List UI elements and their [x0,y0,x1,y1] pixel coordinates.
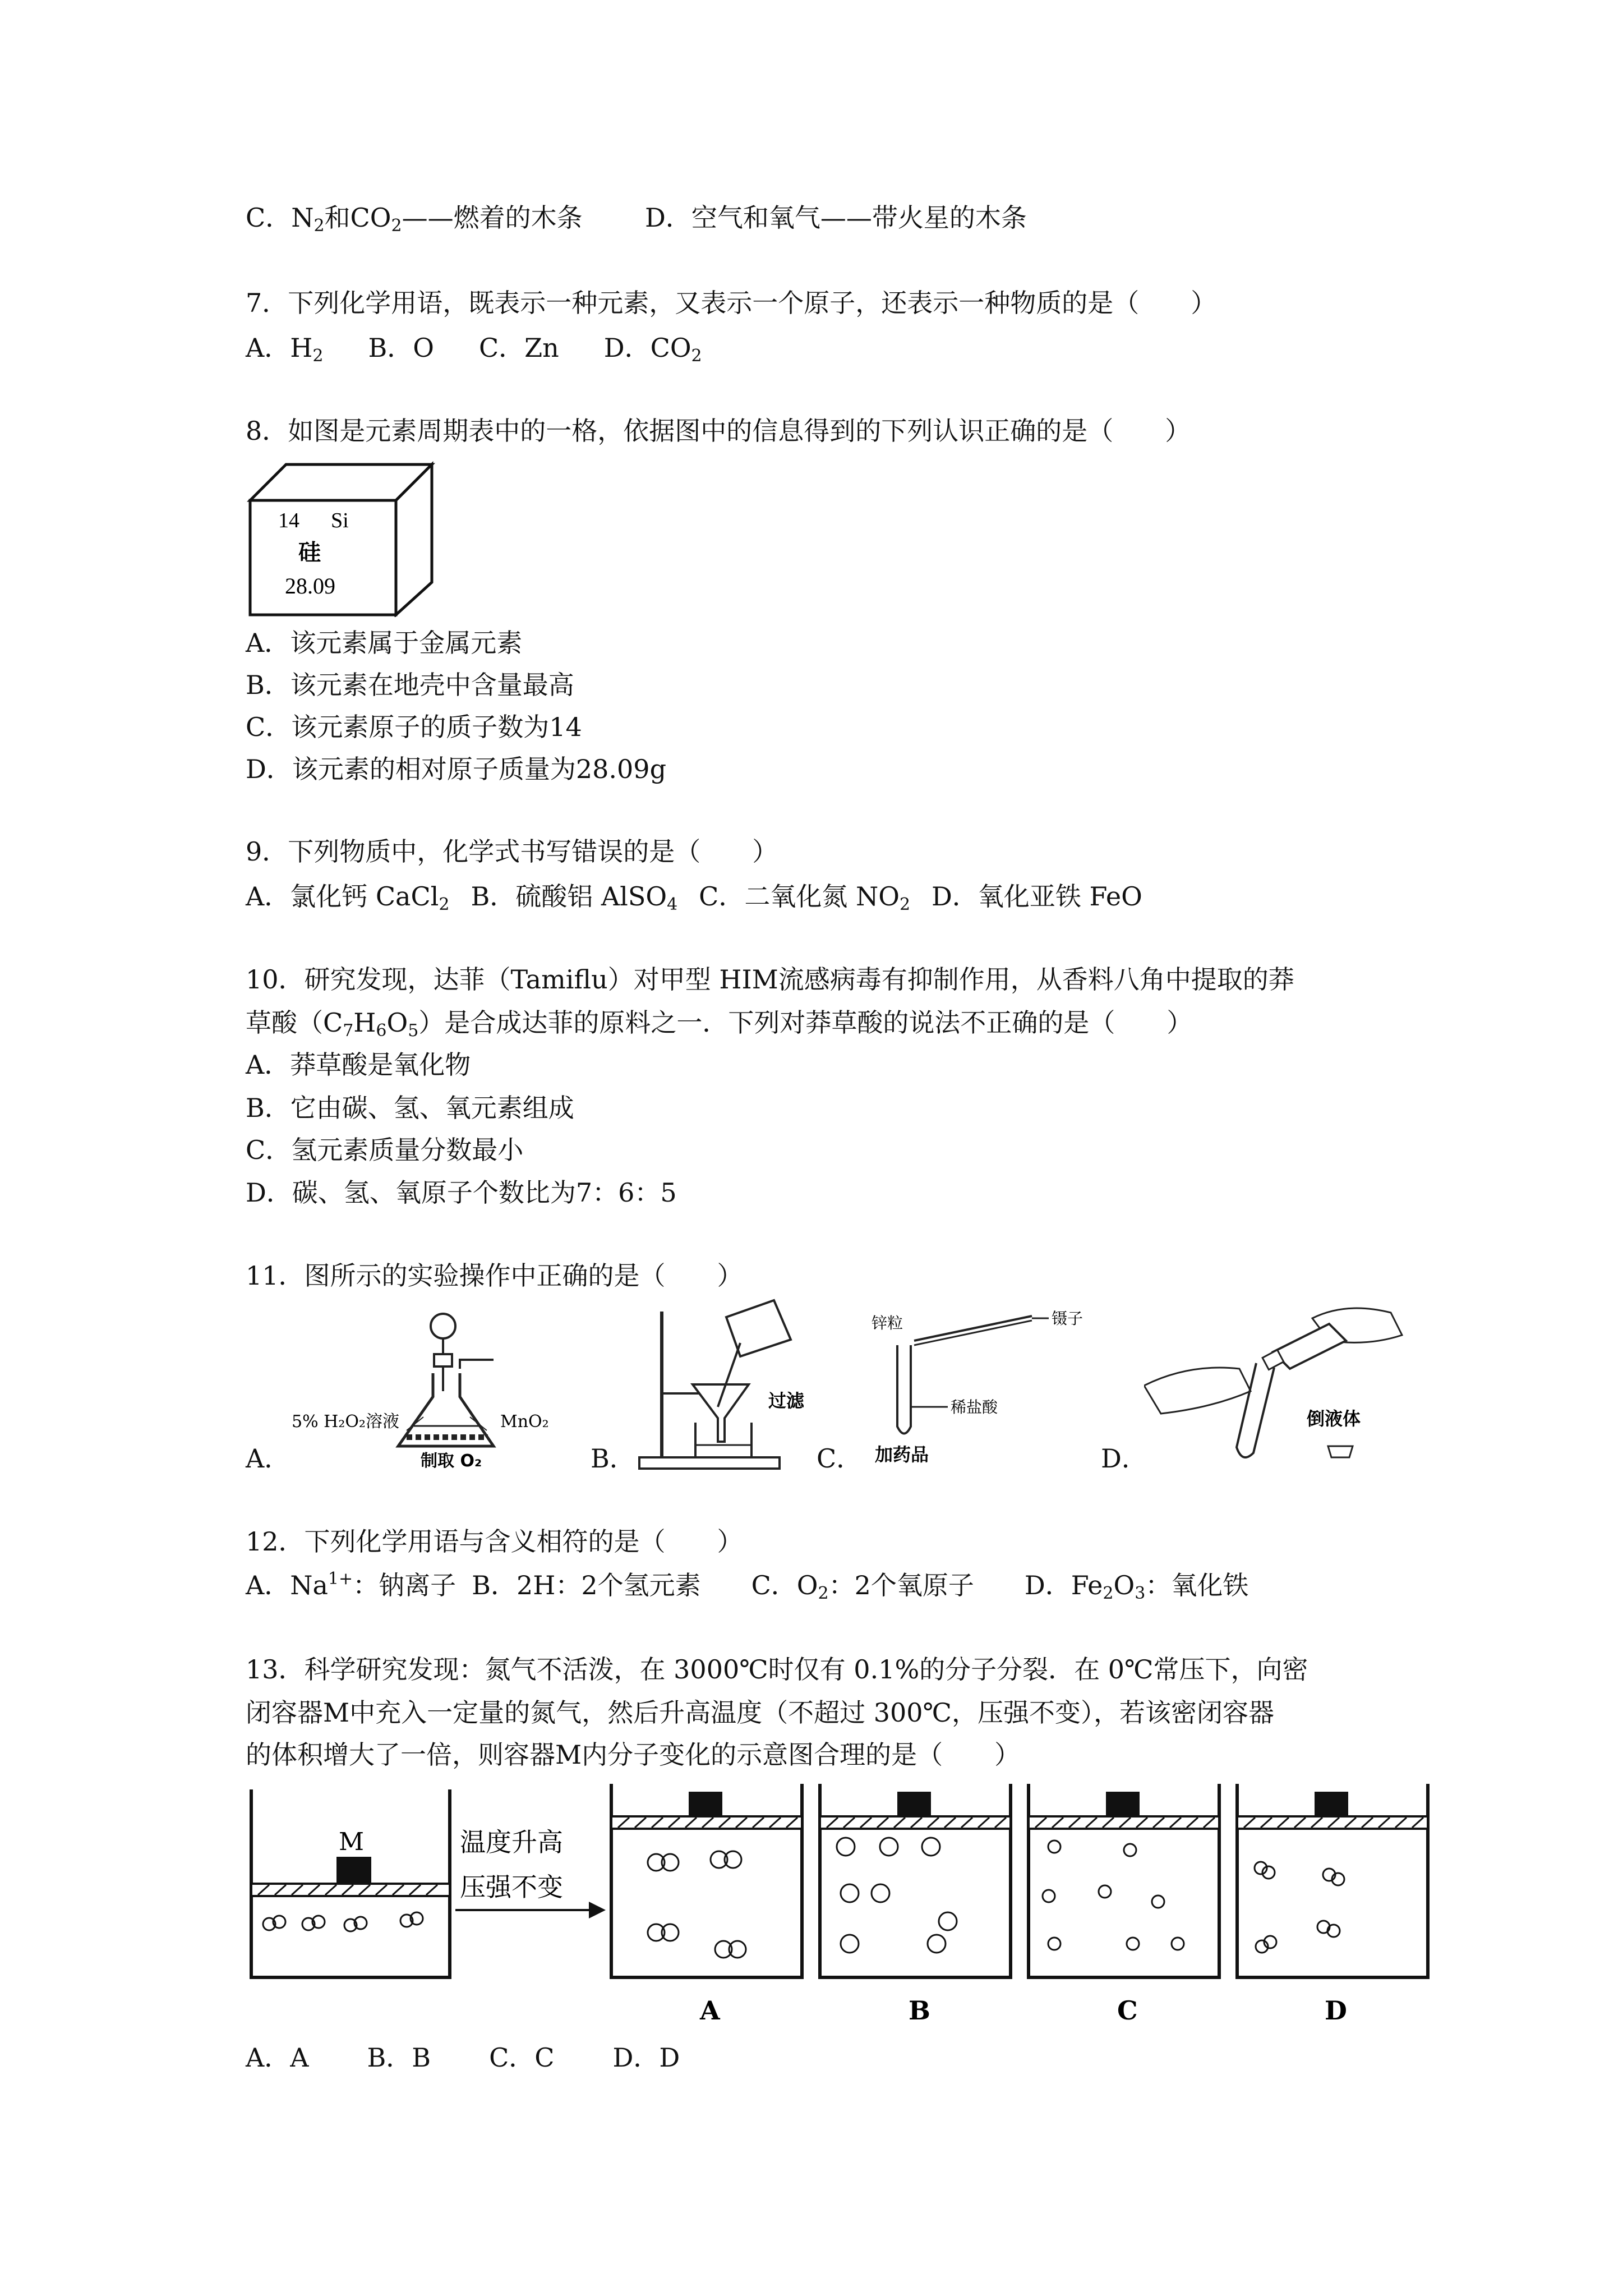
fig-c-caption: 加药品 [875,1444,929,1465]
panel-d [1237,1784,1428,1977]
fig-a-mno2-label: MnO₂ [500,1412,549,1432]
panel-c [1029,1784,1219,1977]
test-tube [897,1345,911,1434]
panel-label-d: D [1325,1995,1347,2026]
q10-option-c: C．氢元素质量分数最小 [246,1135,524,1165]
fig-c-grain-label: 锌粒 [872,1314,903,1332]
fig-d-pouring-liquid [1144,1301,1408,1475]
cell-atomic-number: 14 [278,509,299,532]
q6-option-d: D．空气和氧气——带火星的木条 [645,203,1027,233]
q13-options: A．A B．B C．C D．D [246,2042,680,2073]
tweezers [914,1316,1032,1341]
q9-stem: 9．下列物质中，化学式书写错误的是（ ） [246,836,778,867]
q13-stem-line1: 13．科学研究发现：氮气不活泼，在 3000℃时仅有 0.1%的分子分裂．在 0℃常压下，向密 [246,1654,1308,1685]
fig-d-label: 倒液体 [1307,1408,1361,1429]
cell-symbol: Si [331,509,349,532]
q10-option-a: A．莽草酸是氧化物 [246,1050,471,1080]
fig-b-label: 过滤 [768,1390,805,1411]
q12-options: A．$Na^{1+}$：钠离子 B．2H：2个氢元素 C．$O_2$：2个氧原子 D．$Fe_2O_3$：氧化铁 [246,1569,1249,1603]
cell-name: 硅 [298,540,321,565]
element-cell-figure [247,460,437,617]
q9-options: A．氯化钙 CaCl$_2$ B．硫酸铝 AlSO$_4$ C．二氧化氮 $NO_2$ D．氧化亚铁 FeO [246,881,1142,914]
cell-mass: 28.09 [285,573,335,599]
arrow-label-line2: 压强不变 [460,1872,563,1902]
q11-letter-a: A． [246,1443,291,1474]
fig-c-tweezers-label: 镊子 [1052,1309,1083,1328]
q10-option-d: D．碳、氢、氧原子个数比为7：6：5 [246,1177,677,1208]
funnel-top [431,1314,455,1338]
fig-a-h2o2-label: 5% H₂O₂溶液 [292,1412,399,1432]
piston-weight [336,1857,371,1884]
q8-option-a: A．该元素属于金属元素 [246,628,523,658]
tube-outlet [460,1360,494,1369]
fig-a-caption: 制取 O₂ [421,1451,482,1470]
q10-option-b: B．它由碳、氢、氧元素组成 [246,1093,574,1123]
panel-label-c: C [1117,1995,1138,2026]
q10-stem-line1: 10．研究发现，达菲（Tamiflu）对甲型 HIM流感病毒有抑制作用，从香料八角中提取的莽 [246,964,1294,995]
fig-b-filtration [628,1295,819,1474]
q7-options: A．$H_2$ B．O C．Zn D．$CO_2$ [246,333,702,366]
pouring-beaker [726,1300,791,1356]
container-m-label: M [339,1828,365,1856]
fig-c-acid-label: 稀盐酸 [951,1398,998,1416]
hand-left [1144,1368,1251,1414]
q8-option-c: C．该元素原子的质子数为14 [246,712,582,742]
q8-stem: 8．如图是元素周期表中的一格，依据图中的信息得到的下列认识正确的是（ ） [246,416,1191,446]
arrow-label-line1: 温度升高 [460,1827,563,1857]
panel-label-b: B [909,1995,930,2026]
q6-option-c: C．$N_2$和$CO_2——$燃着的木条 [246,203,583,236]
panel-label-a: A [700,1995,720,2026]
q13-stem-line3: 的体积增大了一倍，则容器M内分子变化的示意图合理的是（ ） [246,1740,1021,1770]
funnel [693,1384,749,1442]
q13-stem-line2: 闭容器M中充入一定量的氮气，然后升高温度（不超过 300℃，压强不变），若该密闭容器 [246,1697,1274,1728]
panel-b [820,1784,1011,1977]
panel-a [611,1784,802,1977]
container-initial [251,1789,450,1977]
fig-a-oxygen-apparatus [292,1307,583,1470]
q10-stem-line2: 草酸$(C_7H_6O_5)$是合成达菲的原料之一．下列对莽草酸的说法不正确的是（ ） [246,1007,1193,1041]
q11-stem: 11．图所示的实验操作中正确的是（ ） [246,1260,743,1291]
q11-letter-d: D． [1101,1443,1147,1474]
q12-stem: 12．下列化学用语与含义相符的是（ ） [246,1526,743,1557]
q13-molecule-figure [247,1784,1436,2031]
fig-c-adding-reagent [864,1306,1088,1474]
q7-stem: 7．下列化学用语，既表示一种元素，又表示一个原子，还表示一种物质的是（ ） [246,288,1217,318]
stand-base [639,1457,780,1469]
q8-option-b: B．该元素在地壳中含量最高 [246,670,574,700]
q11-letter-b: B． [591,1443,635,1474]
bottle-stopper [1328,1446,1353,1457]
q8-option-d: D．该元素的相对原子质量为28.09g [246,754,667,784]
q11-letter-c: C． [817,1443,863,1474]
